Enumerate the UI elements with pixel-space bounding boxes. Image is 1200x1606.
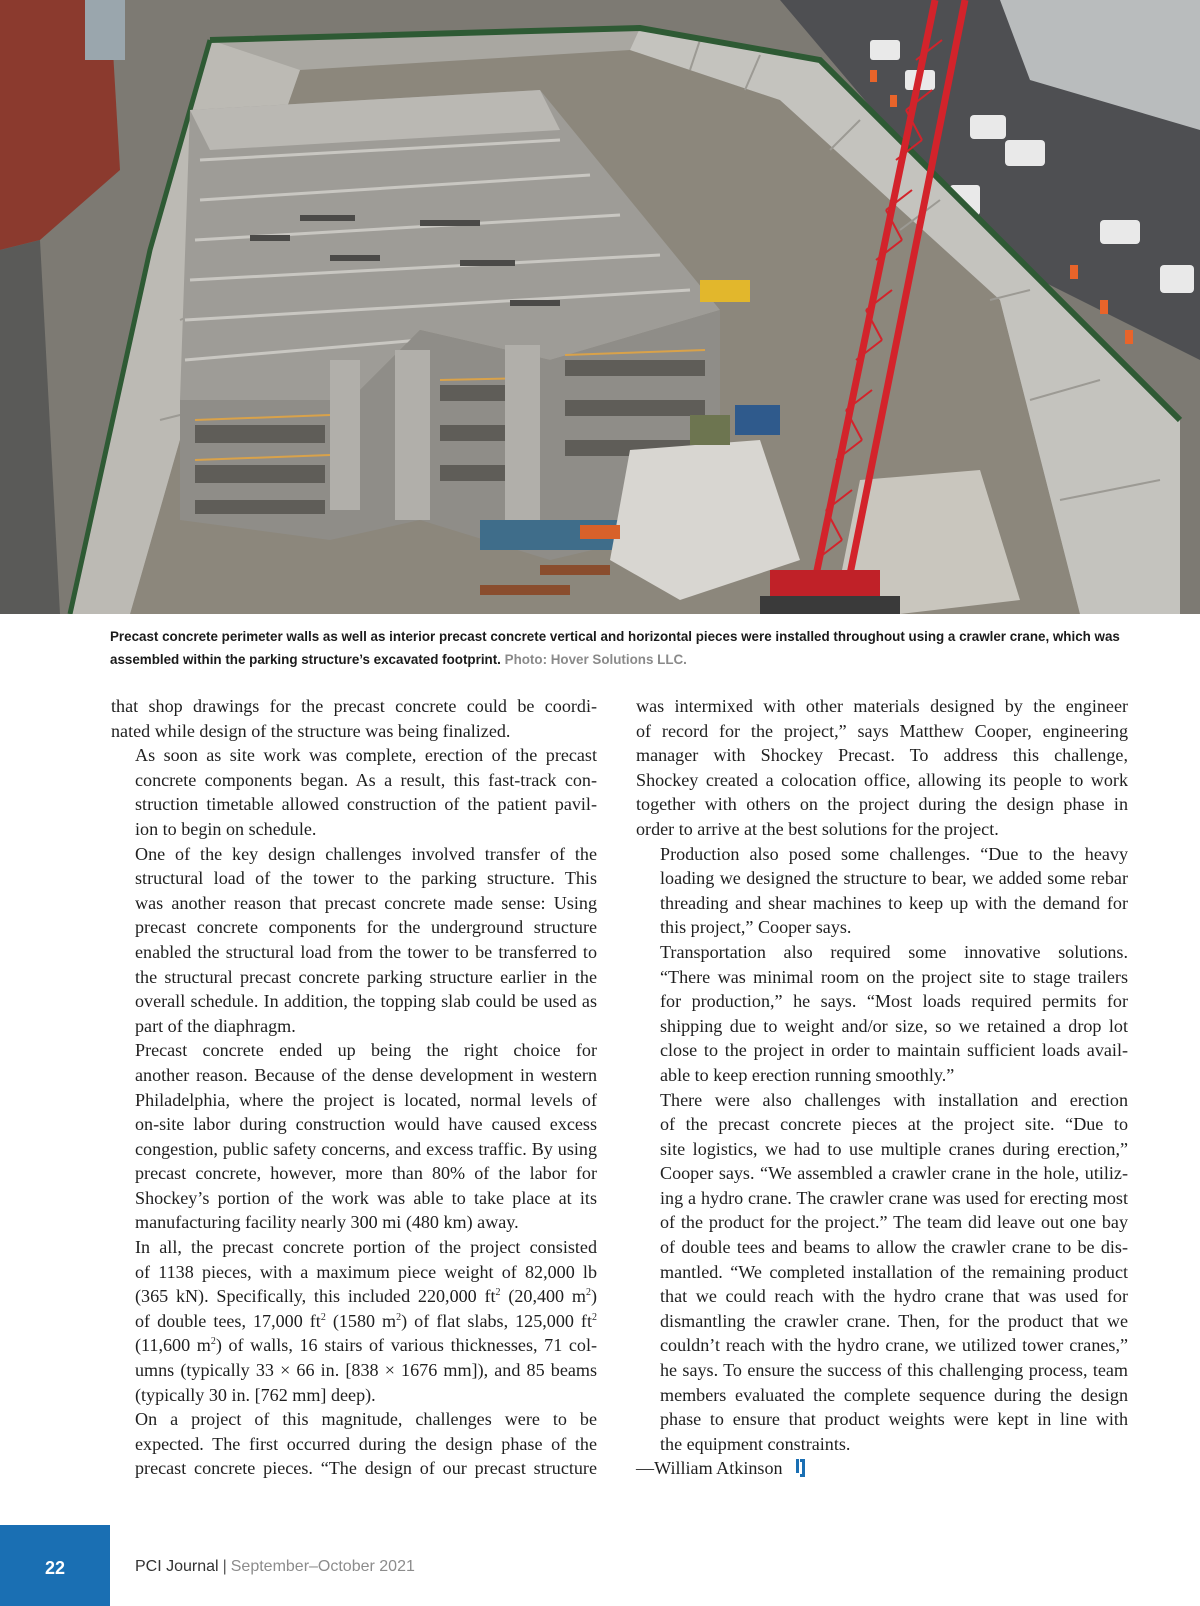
text-line: another reason. Because of the dense development in western	[135, 1064, 597, 1085]
text-line: of record for the project,” says Matthew Cooper, engineering	[636, 720, 1128, 741]
text-line: nated while design of the structure was being finalized.	[111, 720, 511, 741]
issue-date: September–October 2021	[230, 1558, 415, 1575]
text-line: “There was minimal room on the project site to stage trailers	[660, 966, 1128, 987]
text-line: on-site labor during construction would have caused excess	[135, 1114, 597, 1135]
text-line: Shockey created a colocation office, allowing its people to work	[636, 769, 1128, 790]
text-line: for production,” he says. “Most loads required permits for	[660, 991, 1128, 1012]
text-line: loading we designed the structure to bear, we added some rebar	[660, 868, 1128, 889]
text-line: he says. To ensure the success of this challenging process, team	[660, 1360, 1128, 1381]
text-line: the equipment constraints.	[660, 1433, 851, 1454]
text-line: manager with Shockey Precast. To address this challenge,	[636, 745, 1128, 766]
photo-caption	[110, 625, 1140, 671]
paragraph	[111, 694, 597, 743]
text-line: precast concrete pieces. “The design of our precast structure	[135, 1458, 597, 1479]
text-line: couldn’t reach with the hydro crane, we utilized tower cranes,”	[660, 1335, 1128, 1356]
text-line: On a project of this magnitude, challenges were to be	[135, 1409, 597, 1430]
paragraph	[111, 1038, 597, 1235]
text-line: (365 kN). Specifically, this included 220,000 $ft^2$ (20,400 $m^2$)	[135, 1286, 597, 1307]
text-line: together with others on the project during the design phase in	[636, 794, 1128, 815]
text-line: concrete components began. As a result, this fast-track con-	[135, 769, 597, 790]
text-line: of 1138 pieces, with a maximum piece weight of 82,000 lb	[135, 1261, 597, 1282]
text-line: There were also challenges with installation and erection	[660, 1089, 1128, 1110]
text-line: site logistics, we had to use multiple cranes during erection,”	[660, 1138, 1128, 1159]
paragraph	[111, 1407, 597, 1481]
paragraph	[111, 743, 597, 841]
end-of-article-icon	[796, 1459, 805, 1477]
article-column-left	[111, 694, 597, 1481]
text-line: of double tees and beams to allow the crawler crane to be dis-	[660, 1237, 1128, 1258]
text-line: able to keep erection running smoothly.”	[660, 1064, 955, 1085]
text-line: was intermixed with other materials designed by the engineer	[636, 696, 1128, 716]
text-line: threading and shear machines to keep up with the demand for	[660, 892, 1128, 913]
text-line: expected. The first occurred during the design phase of the	[135, 1433, 597, 1454]
construction-photo	[0, 0, 1200, 614]
journal-name: PCI Journal	[135, 1558, 219, 1575]
text-line: struction timetable allowed construction of the patient pavil-	[135, 794, 597, 815]
text-line: In all, the precast concrete portion of the project consisted	[135, 1237, 597, 1258]
text-line: ing a hydro crane. The crawler crane was used for erecting most	[660, 1187, 1128, 1208]
text-line: Cooper says. “We assembled a crawler crane in the hole, utiliz-	[660, 1163, 1128, 1184]
paragraph	[111, 1235, 597, 1407]
paragraph	[636, 842, 1128, 940]
author-signature	[636, 1456, 1128, 1481]
text-line: Precast concrete ended up being the right choice for	[135, 1040, 597, 1061]
text-line: One of the key design challenges involved transfer of the	[135, 843, 597, 864]
text-line: the structural precast concrete parking structure earlier in the	[135, 966, 597, 987]
text-line: As soon as site work was complete, erection of the precast	[135, 745, 597, 766]
text-line: manufacturing facility nearly 300 mi (480 km) away.	[135, 1212, 519, 1233]
text-line: members evaluated the complete sequence during the design	[660, 1384, 1128, 1405]
caption-text: Precast concrete perimeter walls as well as interior precast concrete vertical and horizontal pieces were installed throughout using a crawler crane, which was assembled within the parking structure’s excavated footprint.	[110, 629, 1120, 667]
photo-illustration	[0, 0, 1200, 614]
photo-credit: Photo: Hover Solutions LLC.	[504, 652, 687, 667]
paragraph	[636, 694, 1128, 842]
text-line: Philadelphia, where the project is located, normal levels of	[135, 1089, 597, 1110]
journal-footer	[135, 1558, 415, 1576]
text-line: ion to begin on schedule.	[135, 818, 317, 839]
paragraph	[111, 842, 597, 1039]
text-line: phase to ensure that product weights were kept in line with	[660, 1409, 1128, 1430]
signature-text: —William Atkinson	[636, 1458, 783, 1479]
text-line: enabled the structural load from the tower to be transferred to	[135, 941, 597, 962]
text-line: overall schedule. In addition, the topping slab could be used as	[135, 991, 597, 1012]
text-line: close to the project in order to maintain sufficient loads avail-	[660, 1040, 1128, 1061]
article-column-right	[636, 694, 1128, 1481]
paragraph	[636, 940, 1128, 1088]
text-line: this project,” Cooper says.	[660, 917, 852, 938]
text-line: congestion, public safety concerns, and excess traffic. By using	[135, 1138, 597, 1159]
text-line: mantled. “We completed installation of the remaining product	[660, 1261, 1128, 1282]
text-line: Shockey’s portion of the work was able to take place at its	[135, 1187, 597, 1208]
text-line: part of the diaphragm.	[135, 1015, 296, 1036]
text-line: precast concrete, however, more than 80% of the labor for	[135, 1163, 597, 1184]
footer-separator: |	[222, 1558, 227, 1575]
text-line: of double tees, 17,000 $ft^2$ (1580 $m^2$) of flat slabs, 125,000 $ft^2$	[135, 1310, 597, 1331]
text-line: structural load of the tower to the parking structure. This	[135, 868, 597, 889]
text-line: Production also posed some challenges. “Due to the heavy	[660, 843, 1128, 864]
text-line: precast concrete components for the underground structure	[135, 917, 597, 938]
text-line: of the product for the project.” The team did leave out one bay	[660, 1212, 1128, 1233]
text-line: that we could reach with the hydro crane that was used for	[660, 1286, 1128, 1307]
text-line: that shop drawings for the precast concrete could be coordi-	[111, 696, 597, 716]
text-line: Transportation also required some innovative solutions.	[660, 941, 1128, 962]
paragraph	[636, 1088, 1128, 1457]
text-line: dismantling the crawler crane. Then, for the product that we	[660, 1310, 1128, 1331]
text-line: was another reason that precast concrete made sense: Using	[135, 892, 597, 913]
text-line: umns (typically 33 × 66 in. [838 × 1676 mm]), and 85 beams	[135, 1360, 597, 1381]
text-line: (11,600 $m^2$) of walls, 16 stairs of various thicknesses, 71 col-	[135, 1335, 597, 1356]
text-line: (typically 30 in. [762 mm] deep).	[135, 1384, 376, 1405]
text-line: of the precast concrete pieces at the project site. “Due to	[660, 1114, 1128, 1135]
text-line: order to arrive at the best solutions for the project.	[636, 818, 999, 839]
page-number: 22	[44, 1558, 66, 1578]
text-line: shipping due to weight and/or size, so we retained a drop lot	[660, 1015, 1128, 1036]
